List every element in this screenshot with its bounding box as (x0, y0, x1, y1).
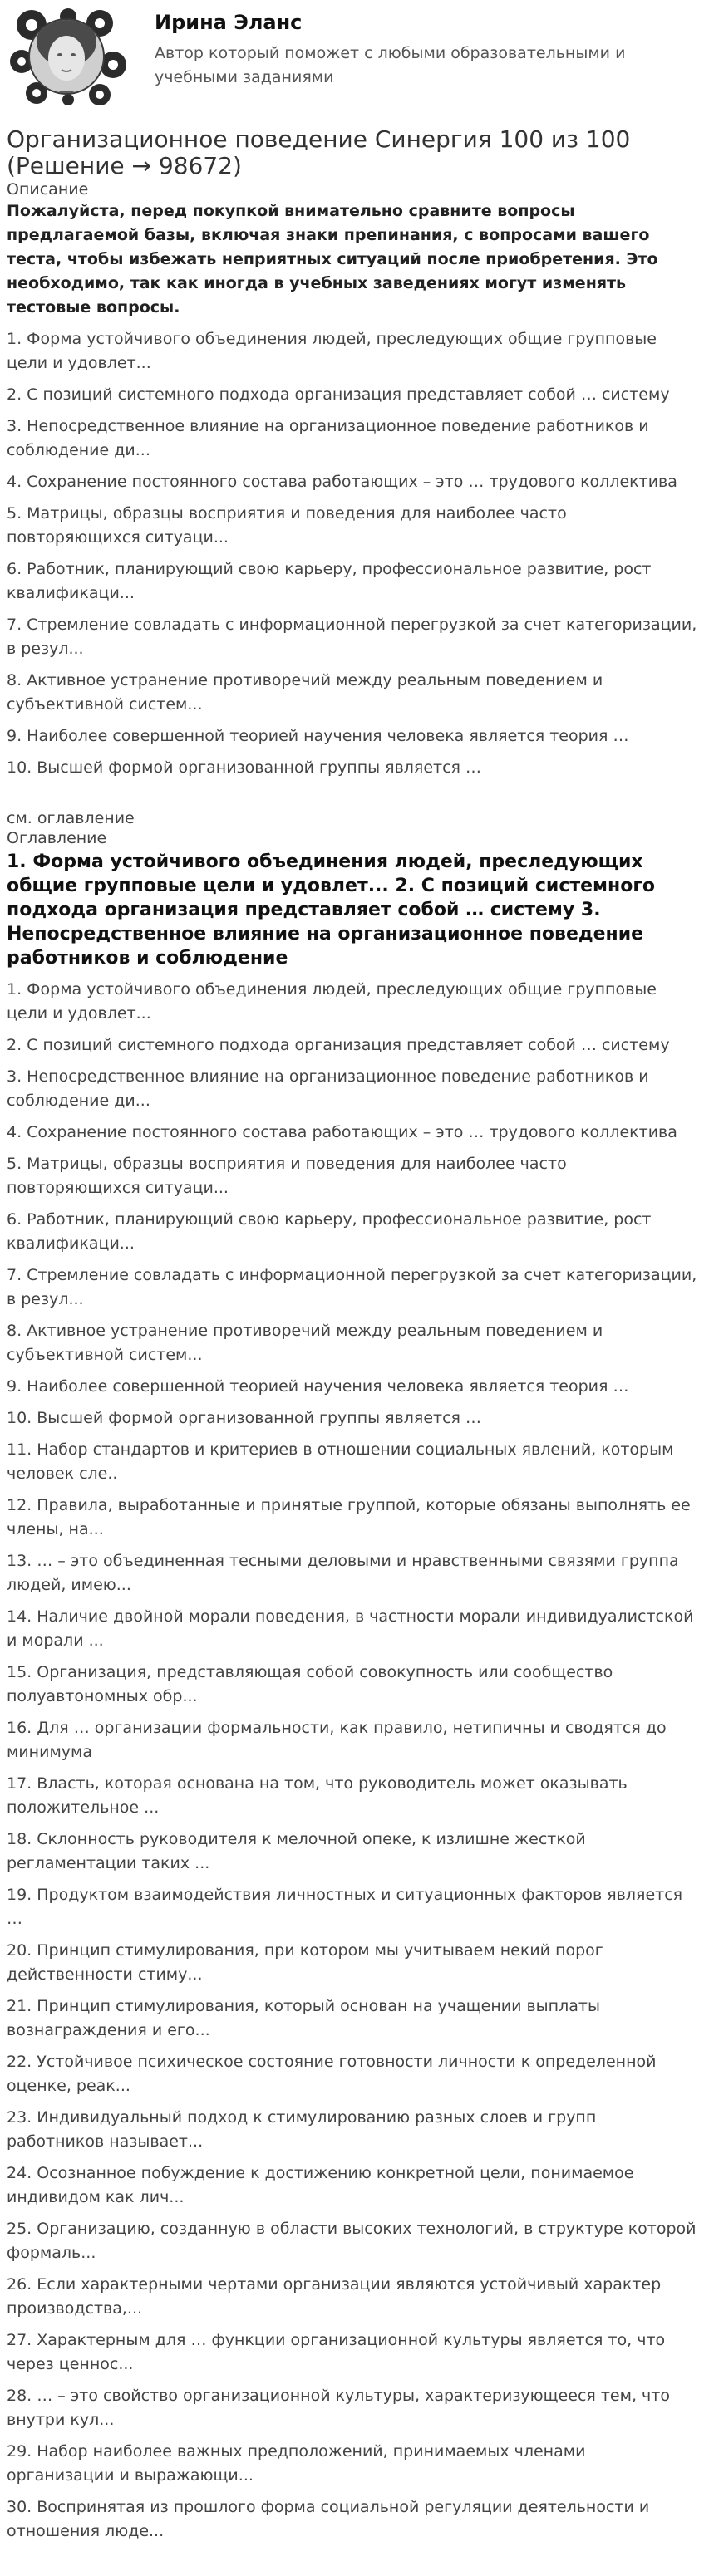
toc-item: 24. Осознанное побуждение к достижению конкретной цели, понимаемое индивидом как лич... (7, 2164, 634, 2206)
description-item: 7. Стремление совладать с информационной перегрузкой за счет категоризации, в резул... (7, 616, 697, 658)
toc-item: 22. Устойчивое психическое состояние готовности личности к определенной оценке, реак... (7, 2053, 657, 2095)
toc-item: 16. Для … организации формальности, как правило, нетипичны и сводятся до минимума (7, 1719, 667, 1761)
toc-item: 3. Непосредственное влияние на организационное поведение работников и соблюдение ди... (7, 1067, 649, 1110)
toc-item: 12. Правила, выработанные и принятые группой, которые обязаны выполнять ее члены, на... (7, 1496, 691, 1538)
description-item: 10. Высшей формой организованной группы является … (7, 758, 482, 777)
toc-item: 29. Набор наиболее важных предположений, принимаемых членами организации и выражающи... (7, 2442, 586, 2485)
author-card (7, 0, 697, 115)
toc-label: Оглавление (7, 829, 107, 847)
toc-item: 1. Форма устойчивого объединения людей, преследующих общие групповые цели и удовлет... (7, 980, 657, 1023)
toc-item: 30. Воспринятая из прошлого форма социальной регуляции деятельности и отношения люде... (7, 2498, 650, 2540)
toc-item: 20. Принцип стимулирования, при котором мы учитываем некий порог действенности стиму... (7, 1941, 603, 1984)
toc-item: 27. Характерным для … функции организационной культуры является то, что через ценнос... (7, 2331, 666, 2373)
toc-item: 13. … – это объединенная тесными деловыми и нравственными связями группа людей, имею... (7, 1552, 679, 1594)
toc-item: 8. Активное устранение противоречий между реальным поведением и субъективной систем... (7, 1322, 603, 1364)
toc-item: 19. Продуктом взаимодействия личностных и ситуационных факторов является … (7, 1886, 683, 1928)
description-item: 1. Форма устойчивого объединения людей, преследующих общие групповые цели и удовлет... (7, 330, 657, 372)
toc-item: 4. Сохранение постоянного состава работающих – это … трудового коллектива (7, 1123, 677, 1141)
toc-item: 25. Организацию, созданную в области высоких технологий, в структуре которой формаль... (7, 2220, 697, 2262)
toc-item: 18. Склонность руководителя к мелочной опеке, к излишне жесткой регламентации таких ... (7, 1830, 586, 1872)
description-item: 2. С позиций системного подхода организация представляет собой … систему (7, 385, 670, 404)
description-item: 6. Работник, планирующий свою карьеру, профессиональное развитие, рост квалификаци... (7, 560, 652, 602)
author-name[interactable]: Ирина Эланс (155, 11, 303, 34)
toc-item: 14. Наличие двойной морали поведения, в частности морали индивидуалистской и морали ... (7, 1607, 694, 1650)
description-label: Описание (7, 180, 89, 199)
description-item: 3. Непосредственное влияние на организационное поведение работников и соблюдение ди... (7, 417, 649, 459)
toc-question-list (7, 978, 697, 2544)
toc-item: 28. … – это свойство организационной культуры, характеризующееся тем, что внутри кул... (7, 2387, 670, 2429)
toc-item: 9. Наиболее совершенной теорией научения человека является теория … (7, 1377, 629, 1396)
toc-item: 26. Если характерными чертами организации являются устойчивый характер производства,... (7, 2275, 662, 2318)
author-avatar[interactable] (7, 7, 130, 105)
see-toc-link[interactable]: см. оглавление (7, 809, 135, 827)
toc-item: 21. Принцип стимулирования, который основан на учащении выплаты вознаграждения и его... (7, 1997, 600, 2039)
author-description: Автор который поможет с любыми образовательными и учебными заданиями (155, 44, 626, 86)
toc-item: 11. Набор стандартов и критериев в отношении социальных явлений, которым человек сле.. (7, 1440, 674, 1483)
product-title: Организационное поведение Синергия 100 из 100 (Решение → 98672) (7, 125, 631, 179)
description-item: 9. Наиболее совершенной теорией научения человека является теория … (7, 727, 629, 745)
toc-item: 15. Организация, представляющая собой совокупность или сообщество полуавтономных обр... (7, 1663, 613, 1705)
toc-item: 23. Индивидуальный подход к стимулированию разных слоев и групп работников называет... (7, 2108, 597, 2151)
toc-item: 6. Работник, планирующий свою карьеру, профессиональное развитие, рост квалификаци... (7, 1210, 652, 1253)
toc-item: 17. Власть, которая основана на том, что руководитель может оказывать положительное ... (7, 1774, 628, 1817)
toc-item: 10. Высшей формой организованной группы является … (7, 1409, 482, 1427)
description-question-list (7, 327, 697, 780)
description-item: 4. Сохранение постоянного состава работающих – это … трудового коллектива (7, 473, 677, 491)
description-item: 8. Активное устранение противоречий между реальным поведением и субъективной систем... (7, 671, 603, 714)
toc-item: 2. С позиций системного подхода организация представляет собой … систему (7, 1036, 670, 1054)
toc-item: 7. Стремление совладать с информационной перегрузкой за счет категоризации, в резул... (7, 1266, 697, 1308)
description-item: 5. Матрицы, образцы восприятия и поведения для наиболее часто повторяющихся ситуаци... (7, 504, 567, 547)
toc-heading: 1. Форма устойчивого объединения людей, преследующих общие групповые цели и удовлет... 2. С позиций системного подхода организация представляет собой … систему 3. Непосредственное влияние на организационное поведение работников и соблюдение (7, 851, 655, 969)
purchase-warning: Пожалуйста, перед покупкой внимательно сравните вопросы предлагаемой базы, включая знаки препинания, с вопросами вашего теста, чтобы избежать неприятных ситуаций после приобретения. Это необходимо, так как иногда в учебных заведениях могут изменять тестовые вопросы. (7, 202, 658, 316)
toc-item: 5. Матрицы, образцы восприятия и поведения для наиболее часто повторяющихся ситуаци... (7, 1155, 567, 1197)
